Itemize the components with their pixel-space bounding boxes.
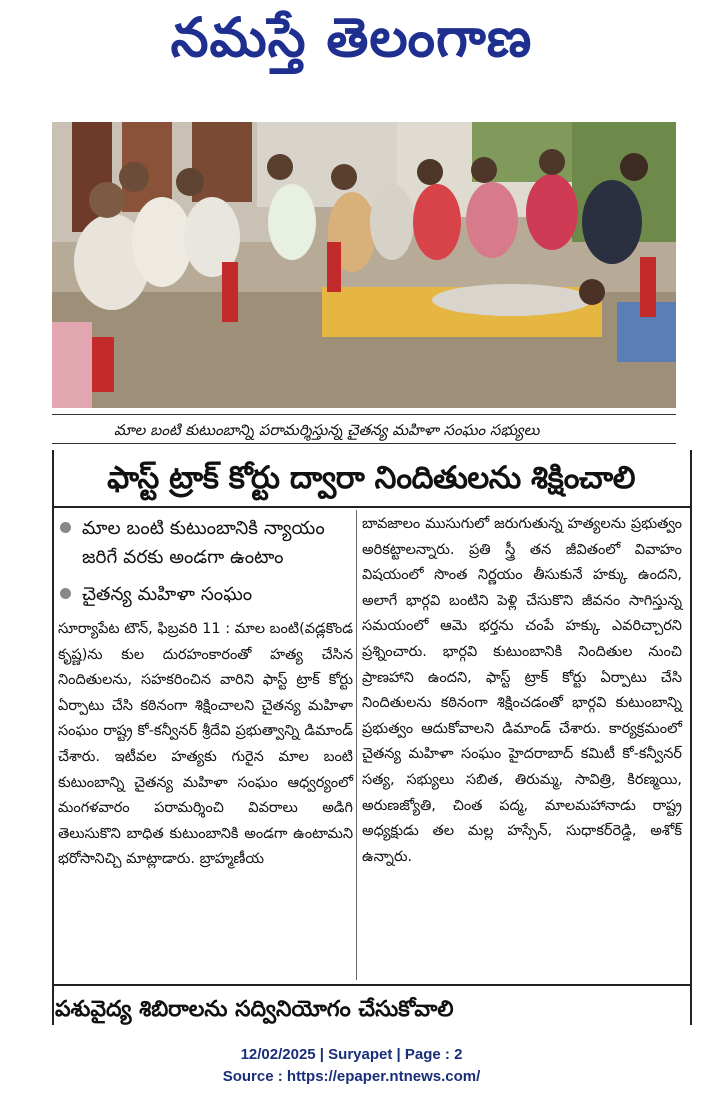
photo-caption: మాల బంటి కుటుంబాన్ని పరామర్శిస్తున్న చైతన్య మహిళా సంఘం సభ్యులు — [52, 414, 676, 444]
headline-divider — [52, 506, 690, 508]
source-link[interactable]: Source : https://epaper.ntnews.com/ — [222, 1068, 481, 1085]
article-left-column — [58, 514, 353, 873]
bullet-icon — [60, 588, 71, 599]
subhead-bullet — [58, 580, 353, 609]
photo-illustration — [52, 122, 676, 408]
frame-left-rule — [52, 450, 54, 1025]
article-right-column — [362, 512, 682, 870]
bullet-icon — [60, 522, 71, 533]
next-article-divider — [52, 984, 690, 986]
subhead-text: మాల బంటి కుటుంబానికి న్యాయం జరిగే వరకు అండగా ఉంటాం — [82, 518, 325, 568]
masthead — [0, 0, 703, 110]
article-body-right: బావజాలం ముసుగులో జరుగుతున్న హత్యలను ప్రభుత్వం అరికట్టాలన్నారు. ప్రతి స్త్రీ తన జీవితంలో వివాహం విషయంలో సొంత నిర్ణయం తీసుకునే హక్కు ఉందని, అలాగే భార్గవి బంటిని పెళ్లి చేసుకొని జీవనం సాగిస్తున్న సమయంలో ఆమె భర్తను చంపే హక్కు ఎవరిచ్చారని ప్రశ్నించారు. భార్గవి కుటుంబానికి నిందితుల నుంచి ప్రాణహాని ఉందని, ఫాస్ట్ ట్రాక్ కోర్టు ఏర్పాటు చేసి నిందితులను కఠినంగా శిక్షించడంతో భార్గవి కుటుంబాన్ని ప్రభుత్వం ఆదుకోవాలని డిమాండ్ చేశారు. కార్యక్రమంలో చైతన్య మహిళా సంఘం హైదరాబాద్ కమిటీ కో-కన్వీనర్ సత్య, సభ్యులు సబిత, తిరుమ్మ, సావిత్రి, కిరణ్మయి, అరుణజ్యోతి, చింత పద్మ, మాలమహానాడు రాష్ట్ర అధ్యక్షుడు తల మల్ల హస్సేన్, సుధాకర్‌రెడ్డి, అశోక్ ఉన్నారు. — [362, 516, 682, 865]
subhead-bullet — [58, 514, 353, 572]
article-headline: ఫాస్ట్ ట్రాక్ కోర్టు ద్వారా నిందితులను శిక్షించాలి — [107, 460, 635, 496]
column-divider — [356, 510, 357, 980]
subhead-text: చైతన్య మహిళా సంఘం — [82, 584, 253, 605]
edition-dateline: 12/02/2025 | Suryapet | Page : 2 — [240, 1046, 463, 1063]
article-body-left: సూర్యాపేట టౌన్, ఫిబ్రవరి 11 : మాల బంటి(వడ్లకొండ కృష్ణ)ను కుల దురహంకారంతో హత్య చేసిన నిందితులను, సహకరించిన వారిని ఫాస్ట్ ట్రాక్ కోర్టు ఏర్పాటు చేసి కఠినంగా శిక్షించాలని చైతన్య మహిళా సంఘం రాష్ట్ర కో-కన్వీనర్ శ్రీదేవి ప్రభుత్వాన్ని డిమాండ్ చేశారు. ఇటీవల హత్యకు గురైన మాల బంటి కుటుంబాన్ని చైతన్య మహిళా సంఘం ఆధ్వర్యంలో మంగళవారం పరామర్శించి వివరాలు అడిగి తెలుసుకొని బాధిత కుటుంబానికి అండగా ఉంటామని భరోసానిచ్చి మాట్లాడారు. బ్రాహ్మణీయ — [58, 621, 353, 868]
news-photo — [52, 122, 676, 408]
newspaper-title: నమస్తే తెలంగాణ — [170, 6, 533, 69]
next-article-headline: పశువైద్య శిబిరాలను సద్వినియోగం చేసుకోవాలి — [55, 997, 454, 1022]
frame-right-rule — [690, 450, 692, 1025]
